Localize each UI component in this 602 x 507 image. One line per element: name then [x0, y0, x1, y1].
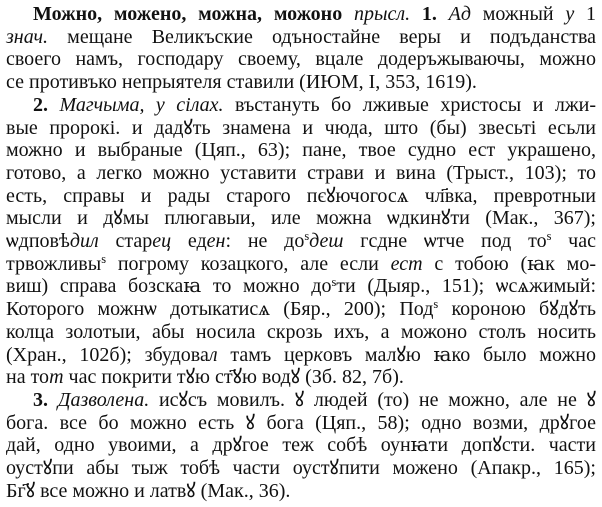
italic-run: т — [49, 366, 64, 389]
text-run: своего намъ, господару своему, вцале додеръжываючы, можно — [6, 48, 596, 71]
sense-number: 1. — [421, 3, 437, 25]
italic-run: к — [313, 343, 323, 366]
text-run: ѡдповѣ — [6, 230, 70, 253]
text-run: Которого можнѡ дотыкатисѧ (Бяр., 200); Под — [6, 298, 434, 321]
text-run: погрому козацкого, але если — [106, 252, 391, 275]
text-run: Бг҃ꙋ все можно и латвꙋ (Мак., 36). — [6, 479, 291, 502]
text-run: 1 — [574, 3, 597, 25]
superscript-letter: ѕ — [331, 274, 337, 289]
text-run: : не до — [225, 230, 305, 253]
italic-run: прысл. — [353, 3, 411, 25]
text-run: исꙋсъ мовилъ. ꙋ людей (то) не можно, але не ꙋ — [149, 388, 596, 411]
text-run: колца золотыи, абы носила скрозь ихъ, а можоно столъ носить — [6, 320, 596, 343]
text-run: бога. все бо можно есть ꙋ бога (Цяп., 58); одно возми, дрꙋгое — [6, 411, 596, 434]
text-run — [342, 3, 354, 25]
text-run: час — [551, 230, 596, 253]
entry-line — [6, 457, 596, 480]
superscript-letter: ѕ — [433, 297, 439, 312]
superscript-letter: ѕ — [101, 251, 107, 266]
entry-paragraph — [6, 389, 596, 503]
entry-line — [6, 71, 596, 94]
entry-line — [6, 321, 596, 344]
entry-line — [6, 389, 596, 412]
entry-line — [6, 434, 596, 457]
entry-line — [6, 344, 596, 367]
text-run: короною бꙋдꙋть — [438, 298, 596, 321]
italic-run: ест — [390, 252, 423, 275]
italic-run: Ад — [448, 3, 471, 25]
entry-line — [6, 207, 596, 230]
text-run — [48, 389, 58, 411]
entry-line — [6, 230, 596, 253]
text-run: трвожливы — [6, 252, 102, 275]
sense-number: 3. — [33, 388, 48, 411]
italic-run: у — [565, 3, 575, 25]
entry-line — [6, 480, 596, 503]
dictionary-entry — [6, 3, 596, 502]
entry-line — [6, 412, 596, 435]
text-run: можный — [471, 3, 566, 25]
entry-line — [6, 94, 596, 117]
entry-line — [6, 253, 596, 276]
text-run: готово, а легко можно уставити страви и вина (Трыст., 103); то — [6, 161, 596, 184]
text-run — [437, 3, 449, 25]
italic-run: ец — [152, 230, 172, 253]
text-run — [48, 94, 59, 116]
text-run: час покрити тꙋю ст҃ꙋю водꙋ (Зб. 82, 7б). — [63, 366, 404, 389]
superscript-letter: ѕ — [546, 229, 552, 244]
entry-line — [6, 139, 596, 162]
text-run: мысли и дꙋмы плюгавыи, иле можна ѡдкинꙋти (Мак., 367); — [6, 207, 596, 230]
entry-line — [6, 185, 596, 208]
text-run: оустꙋпи абы тыж тобѣ части оустꙋпити можено (Апакр., 165); — [6, 457, 596, 480]
italic-run: знач. — [6, 25, 49, 48]
text-run: с тобою (ꙗк мо- — [422, 252, 596, 275]
italic-run: дил — [69, 230, 99, 253]
entry-line — [6, 48, 596, 71]
entry-line — [6, 275, 596, 298]
sense-number: 2. — [33, 93, 48, 116]
entry-paragraph — [6, 94, 596, 389]
entry-line — [6, 162, 596, 185]
text-run: (Хран., 102б); збудова — [6, 343, 209, 366]
entry-line — [6, 298, 596, 321]
italic-run: Дазволена. — [57, 388, 150, 411]
entry-line — [6, 3, 596, 26]
text-run: на то — [6, 366, 50, 389]
text-run: можно и выбраные (Цяп., 63); пане, твое судно ест украшено, — [6, 139, 596, 162]
entry-line — [6, 117, 596, 140]
superscript-letter: ѕ — [304, 229, 310, 244]
text-run: гсдне ѡтче под то — [343, 230, 547, 253]
text-run: овъ малꙋю ꙗко было можно — [322, 343, 596, 366]
text-run: мещане Великъские одъностайне веры и подъданства — [48, 25, 596, 48]
text-run: вые пророкі. и дадꙋть знамена и чюда, што (бы) звесьті есьли — [6, 116, 596, 139]
text-run: есть, справы и рады старого пєꙋючогосѧ чл҃вка, превротныи — [6, 184, 596, 207]
italic-run: л — [208, 343, 218, 366]
entry-paragraph — [6, 3, 596, 94]
text-run: въстануть бо лживые христосы и лжи- — [223, 93, 597, 116]
text-run — [410, 3, 422, 25]
italic-run: ен — [206, 230, 226, 253]
entry-line — [6, 26, 596, 49]
headword: Можно, можено, можна, можоно — [33, 3, 343, 25]
text-run: ти (Дыяр., 151); ѡсѧжимый: — [336, 275, 596, 298]
text-run: дай, одно увоими, а дрꙋгое теж собѣ оунꙗти допꙋсти. части — [6, 434, 596, 457]
text-run: се противъко непрыятеля ставили (ИЮМ, I, 353, 1619). — [6, 71, 477, 94]
text-run: тамъ цер — [217, 343, 314, 366]
italic-run: Магчыма, у сілах. — [59, 93, 224, 116]
text-run: стар — [98, 230, 153, 253]
text-run: виш) справа бозскаꙗ то можно до — [6, 275, 332, 298]
entry-line — [6, 366, 596, 389]
text-run: ед — [171, 230, 207, 253]
italic-run: деш — [309, 230, 344, 253]
